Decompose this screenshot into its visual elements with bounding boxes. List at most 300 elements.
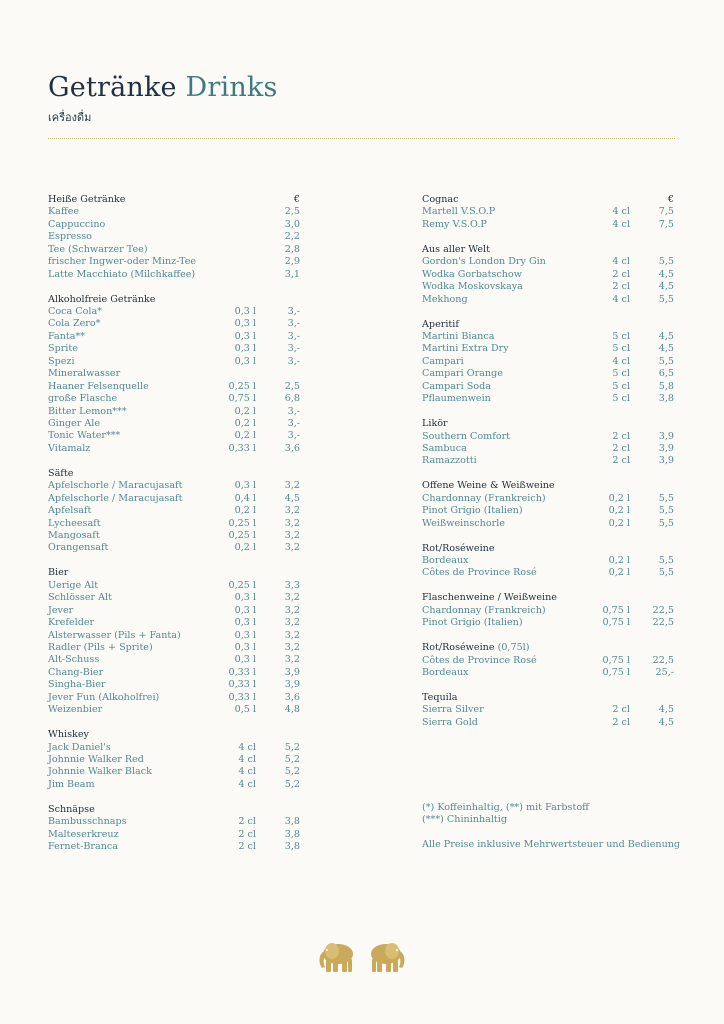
menu-item: [48, 356, 300, 368]
menu-item: [422, 617, 674, 629]
section-cognac: [422, 194, 674, 231]
item-quantity: 4 cl: [612, 218, 630, 230]
item-quantity: 0,3 l: [234, 629, 256, 641]
item-price: 3,-: [287, 405, 300, 417]
item-price: 3,1: [284, 268, 300, 280]
section-title: Heiße Getränke: [48, 194, 126, 205]
item-price: 22,5: [652, 617, 674, 629]
item-quantity: 2 cl: [612, 455, 630, 467]
item-name: Côtes de Province Rosé: [422, 654, 537, 666]
item-quantity: 0,75 l: [602, 604, 630, 616]
item-name: Sprite: [48, 343, 78, 355]
menu-item: [48, 841, 300, 853]
item-name: Bambusschnaps: [48, 816, 127, 828]
item-name: Martini Bianca: [422, 330, 495, 342]
item-name: frischer Ingwer-oder Minz-Tee: [48, 256, 197, 268]
menu-item: [48, 754, 300, 766]
section-aperitif: [422, 319, 674, 406]
item-name: Kaffee: [48, 206, 80, 218]
menu-item: [48, 530, 300, 542]
item-price: 5,8: [658, 380, 674, 392]
item-name: Sierra Gold: [422, 716, 478, 728]
item-quantity: 2 cl: [238, 841, 256, 853]
item-price: 5,5: [658, 505, 674, 517]
currency-symbol: €: [293, 194, 300, 205]
section-flaschenweine-weissweine: [422, 592, 674, 629]
menu-item: [48, 580, 300, 592]
item-name: Ramazzotti: [422, 455, 477, 467]
item-name: große Flasche: [48, 393, 118, 405]
menu-item: [48, 779, 300, 791]
item-name: Campari Orange: [422, 368, 503, 380]
section-title: Schnäpse: [48, 803, 95, 815]
item-name: Tonic Water***: [48, 430, 121, 442]
section-title: Bier: [48, 567, 69, 579]
menu-item: [48, 518, 300, 530]
menu-item: [422, 356, 674, 368]
item-price: 3,-: [287, 343, 300, 355]
item-price: 3,9: [658, 442, 674, 454]
menu-item: [422, 381, 674, 393]
item-quantity: 0,75 l: [602, 617, 630, 629]
menu-item: [48, 256, 300, 268]
item-price: 2,9: [284, 256, 300, 268]
menu-item: [48, 381, 300, 393]
section-schnapse: [48, 804, 300, 854]
item-quantity: 0,4 l: [234, 492, 256, 504]
item-price: 3,9: [284, 679, 300, 691]
item-quantity: 0,33 l: [228, 442, 256, 454]
elephants-logo-icon: [318, 938, 406, 974]
menu-item: [422, 704, 674, 716]
item-price: 5,5: [658, 517, 674, 529]
menu-item: [48, 829, 300, 841]
menu-item: [422, 455, 674, 467]
section-safte: [48, 468, 300, 555]
item-price: 3,-: [287, 430, 300, 442]
item-price: 5,2: [284, 766, 300, 778]
item-quantity: 0,25 l: [228, 529, 256, 541]
item-quantity: 0,3 l: [234, 641, 256, 653]
menu-item: [48, 592, 300, 604]
item-quantity: 4 cl: [238, 741, 256, 753]
item-price: 5,5: [658, 293, 674, 305]
item-price: 7,5: [658, 206, 674, 218]
item-quantity: 0,33 l: [228, 666, 256, 678]
section-title: Tequila: [422, 692, 458, 703]
item-quantity: 0,75 l: [602, 654, 630, 666]
item-quantity: 5 cl: [612, 368, 630, 380]
menu-item: [48, 244, 300, 256]
section-whiskey: [48, 729, 300, 791]
item-name: Weißweinschorle: [422, 517, 505, 529]
item-name: Lycheesaft: [48, 517, 101, 529]
menu-item: [48, 642, 300, 654]
footnote-caffeine: (*) Koffeinhaltig, (**) mit Farbstoff: [422, 802, 589, 813]
item-price: 3,2: [284, 517, 300, 529]
menu-item: [48, 742, 300, 754]
item-price: 4,5: [658, 704, 674, 716]
section-title: Säfte: [48, 467, 74, 479]
item-quantity: 2 cl: [238, 828, 256, 840]
item-quantity: 0,2 l: [608, 517, 630, 529]
menu-item: [422, 443, 674, 455]
item-price: 3,2: [284, 654, 300, 666]
section-heading: [48, 804, 300, 816]
item-name: Jever: [48, 604, 74, 616]
item-quantity: 5 cl: [612, 330, 630, 342]
item-price: 4,5: [658, 330, 674, 342]
item-quantity: 2 cl: [612, 430, 630, 442]
menu-item: [48, 306, 300, 318]
item-name: Schlösser Alt: [48, 592, 112, 604]
item-name: Bordeaux: [422, 667, 469, 679]
item-name: Tee (Schwarzer Tee): [48, 243, 148, 255]
item-quantity: 2 cl: [612, 268, 630, 280]
item-price: 5,2: [284, 778, 300, 790]
item-name: Mekhong: [422, 293, 468, 305]
section-heading: [422, 194, 674, 206]
menu-item: [422, 567, 674, 579]
item-quantity: 4 cl: [612, 293, 630, 305]
section-title: Whiskey: [48, 729, 89, 741]
menu-item: [422, 368, 674, 380]
menu-item: [422, 256, 674, 268]
item-quantity: 0,3 l: [234, 330, 256, 342]
footnote-quinine: (***) Chininhaltig: [422, 814, 507, 826]
menu-item: [48, 766, 300, 778]
menu-item: [48, 269, 300, 281]
section-title: Cognac: [422, 194, 459, 205]
item-price: 2,2: [284, 231, 300, 243]
item-price: 25,-: [655, 667, 674, 679]
item-quantity: 0,3 l: [234, 654, 256, 666]
section-title-wrap: [422, 642, 530, 654]
item-price: 3,2: [284, 480, 300, 492]
item-price: 3,2: [284, 542, 300, 554]
menu-item: [422, 667, 674, 679]
item-price: 3,9: [658, 430, 674, 442]
menu-item: [48, 480, 300, 492]
item-quantity: 0,25 l: [228, 517, 256, 529]
menu-item: [422, 518, 674, 530]
item-name: Martell V.S.O.P: [422, 206, 496, 218]
section-title: Offene Weine & Weißweine: [422, 480, 555, 492]
menu-item: [422, 269, 674, 281]
item-name: Cola Zero*: [48, 318, 101, 330]
item-price: 3,-: [287, 417, 300, 429]
item-price: 3,3: [284, 579, 300, 591]
item-name: Pflaumenwein: [422, 393, 491, 405]
item-quantity: 4 cl: [238, 753, 256, 765]
item-price: 5,2: [284, 753, 300, 765]
item-price: 3,2: [284, 505, 300, 517]
menu-item: [48, 368, 300, 380]
item-name: Uerige Alt: [48, 579, 99, 591]
item-price: 3,-: [287, 330, 300, 342]
menu-column-left: [48, 194, 300, 866]
item-quantity: 0,33 l: [228, 691, 256, 703]
menu-item: [48, 318, 300, 330]
item-quantity: 0,3 l: [234, 604, 256, 616]
item-price: 6,5: [658, 368, 674, 380]
item-price: 2,5: [284, 206, 300, 218]
item-name: Côtes de Province Rosé: [422, 567, 537, 579]
item-quantity: 0,2 l: [608, 555, 630, 566]
item-quantity: 2 cl: [612, 704, 630, 716]
section-title: Likör: [422, 418, 448, 430]
page-title: [48, 72, 278, 103]
section-aus-aller-welt: [422, 244, 674, 306]
title-primary: Getränke: [48, 72, 177, 103]
section-alkoholfreie-getranke: [48, 294, 300, 456]
menu-item: [422, 605, 674, 617]
item-price: 3,-: [287, 306, 300, 317]
item-price: 3,6: [284, 691, 300, 703]
menu-item: [422, 493, 674, 505]
item-name: Chardonnay (Frankreich): [422, 492, 546, 504]
item-name: Jever Fun (Alkoholfrei): [48, 691, 160, 703]
menu-item: [48, 418, 300, 430]
item-price: 3,6: [284, 442, 300, 454]
item-price: 3,9: [284, 666, 300, 678]
section-likor: [422, 418, 674, 468]
section-heading: [422, 692, 674, 704]
title-divider: [48, 138, 675, 139]
item-price: 4,5: [658, 268, 674, 280]
item-price: 3,2: [284, 592, 300, 604]
item-name: Singha-Bier: [48, 679, 106, 691]
item-price: 3,8: [284, 828, 300, 840]
item-name: Radler (Pils + Sprite): [48, 641, 153, 653]
item-name: Cappuccino: [48, 218, 106, 230]
menu-item: [48, 219, 300, 231]
item-name: Southern Comfort: [422, 430, 511, 442]
section-heading: [422, 543, 674, 555]
menu-item: [422, 505, 674, 517]
menu-item: [422, 717, 674, 729]
item-name: Remy V.S.O.P: [422, 218, 487, 230]
menu-item: [422, 294, 674, 306]
section-heading: [48, 294, 300, 306]
section-heisse-getranke: [48, 194, 300, 281]
menu-item: [422, 555, 674, 567]
section-heading: [48, 567, 300, 579]
section-heading: [422, 642, 674, 654]
item-name: Weizenbier: [48, 704, 103, 716]
item-name: Martini Extra Dry: [422, 343, 509, 355]
item-price: 5,5: [658, 567, 674, 579]
item-quantity: 2 cl: [238, 816, 256, 828]
section-tequila: [422, 692, 674, 729]
item-price: 3,8: [284, 816, 300, 828]
menu-item: [48, 617, 300, 629]
item-name: Gordon's London Dry Gin: [422, 256, 546, 268]
menu-item: [48, 667, 300, 679]
currency-symbol: €: [667, 194, 674, 205]
section-title-suffix: (0,75l): [497, 642, 530, 654]
item-price: 5,5: [658, 256, 674, 268]
item-price: 3,8: [284, 841, 300, 853]
item-name: Johnnie Walker Red: [48, 753, 144, 765]
item-price: 22,5: [652, 654, 674, 666]
item-price: 3,-: [287, 355, 300, 367]
item-name: Coca Cola*: [48, 306, 102, 317]
elephant-right-icon: [371, 943, 405, 972]
item-price: 22,5: [652, 604, 674, 616]
item-quantity: 0,3 l: [234, 592, 256, 604]
menu-item: [48, 206, 300, 218]
item-name: Vitamalz: [48, 442, 91, 454]
item-quantity: 0,3 l: [234, 480, 256, 492]
item-quantity: 5 cl: [612, 380, 630, 392]
item-name: Johnnie Walker Black: [48, 766, 152, 778]
menu-item: [48, 331, 300, 343]
menu-item: [48, 605, 300, 617]
item-price: 4,5: [658, 343, 674, 355]
section-rot-roseweine: [422, 543, 674, 580]
item-quantity: 0,2 l: [608, 567, 630, 579]
menu-item: [48, 704, 300, 716]
item-quantity: 0,3 l: [234, 318, 256, 330]
menu-column-right: [422, 194, 674, 742]
item-price: 3,2: [284, 629, 300, 641]
item-name: Wodka Moskovskaya: [422, 281, 523, 293]
item-quantity: 0,3 l: [234, 343, 256, 355]
menu-item: [422, 219, 674, 231]
item-name: Malteserkreuz: [48, 828, 119, 840]
item-quantity: 0,2 l: [234, 405, 256, 417]
item-quantity: 2 cl: [612, 281, 630, 293]
item-quantity: 0,75 l: [602, 667, 630, 679]
item-price: 3,-: [287, 318, 300, 330]
menu-item: [422, 655, 674, 667]
item-price: 5,2: [284, 741, 300, 753]
section-heading: [48, 468, 300, 480]
menu-item: [48, 430, 300, 442]
section-title: Flaschenweine / Weißweine: [422, 592, 557, 604]
item-price: 5,5: [658, 555, 674, 566]
item-quantity: 0,75 l: [228, 393, 256, 405]
item-quantity: 5 cl: [612, 393, 630, 405]
item-name: Sierra Silver: [422, 704, 484, 716]
item-price: 4,5: [284, 492, 300, 504]
menu-item: [48, 630, 300, 642]
item-price: 3,2: [284, 604, 300, 616]
item-name: Apfelsaft: [48, 505, 92, 517]
section-heading: [48, 729, 300, 741]
item-name: Campari Soda: [422, 380, 491, 392]
menu-item: [48, 692, 300, 704]
menu-item: [422, 331, 674, 343]
item-name: Ginger Ale: [48, 417, 101, 429]
item-quantity: 0,3 l: [234, 306, 256, 317]
item-quantity: 4 cl: [612, 355, 630, 367]
menu-item: [48, 393, 300, 405]
item-quantity: 0,2 l: [608, 505, 630, 517]
menu-item: [48, 493, 300, 505]
item-price: 3,9: [658, 455, 674, 467]
menu-item: [48, 443, 300, 455]
item-quantity: 0,25 l: [228, 380, 256, 392]
item-name: Apfelschorle / Maracujasaft: [48, 492, 183, 504]
item-price: 4,5: [658, 716, 674, 728]
menu-item: [48, 542, 300, 554]
item-quantity: 4 cl: [612, 256, 630, 268]
item-quantity: 2 cl: [612, 442, 630, 454]
item-quantity: 4 cl: [238, 778, 256, 790]
item-quantity: 0,3 l: [234, 355, 256, 367]
item-name: Chardonnay (Frankreich): [422, 604, 546, 616]
item-name: Chang-Bier: [48, 666, 104, 678]
section-heading: [422, 480, 674, 492]
section-heading: [422, 319, 674, 331]
menu-item: [422, 343, 674, 355]
item-name: Orangensaft: [48, 542, 109, 554]
item-name: Alt-Schuss: [48, 654, 100, 666]
item-name: Bordeaux: [422, 555, 469, 566]
item-name: Jack Daniel's: [48, 741, 111, 753]
item-name: Sambuca: [422, 442, 467, 454]
item-price: 3,2: [284, 617, 300, 629]
item-quantity: 0,33 l: [228, 679, 256, 691]
item-name: Bitter Lemon***: [48, 405, 127, 417]
section-rot-roseweine: [422, 642, 674, 679]
section-title: Rot/Roséweine: [422, 642, 495, 654]
footnotes: [422, 802, 682, 851]
menu-item: [48, 654, 300, 666]
section-title: Alkoholfreie Getränke: [48, 293, 156, 305]
item-quantity: 0,5 l: [234, 704, 256, 716]
item-price: 2,5: [284, 380, 300, 392]
menu-item: [48, 231, 300, 243]
section-title: Rot/Roséweine: [422, 542, 495, 554]
item-quantity: 0,2 l: [234, 505, 256, 517]
section-heading: [422, 244, 674, 256]
menu-item: [48, 816, 300, 828]
item-price: 3,8: [658, 393, 674, 405]
item-quantity: 4 cl: [238, 766, 256, 778]
item-quantity: 0,2 l: [234, 542, 256, 554]
menu-item: [422, 281, 674, 293]
item-quantity: 0,2 l: [234, 430, 256, 442]
item-quantity: 5 cl: [612, 343, 630, 355]
menu-item: [422, 393, 674, 405]
item-price: 5,5: [658, 492, 674, 504]
item-price: 3,2: [284, 529, 300, 541]
item-price: 3,0: [284, 218, 300, 230]
item-name: Fanta**: [48, 330, 86, 342]
item-name: Alsterwasser (Pils + Fanta): [48, 629, 181, 641]
item-name: Pinot Grigio (Italien): [422, 617, 523, 629]
page-subtitle: เครื่องดื่ม: [48, 111, 92, 124]
elephant-left-icon: [320, 943, 354, 972]
section-heading: [48, 194, 300, 206]
menu-item: [48, 679, 300, 691]
item-quantity: 0,25 l: [228, 579, 256, 591]
menu-item: [48, 505, 300, 517]
section-bier: [48, 567, 300, 716]
title-secondary: Drinks: [185, 72, 278, 103]
section-heading: [422, 592, 674, 604]
menu-item: [48, 343, 300, 355]
item-name: Jim Beam: [48, 778, 95, 790]
item-quantity: 2 cl: [612, 716, 630, 728]
item-quantity: 0,3 l: [234, 617, 256, 629]
item-name: Pinot Grigio (Italien): [422, 505, 523, 517]
section-title: Aperitif: [422, 318, 459, 330]
menu-item: [422, 431, 674, 443]
